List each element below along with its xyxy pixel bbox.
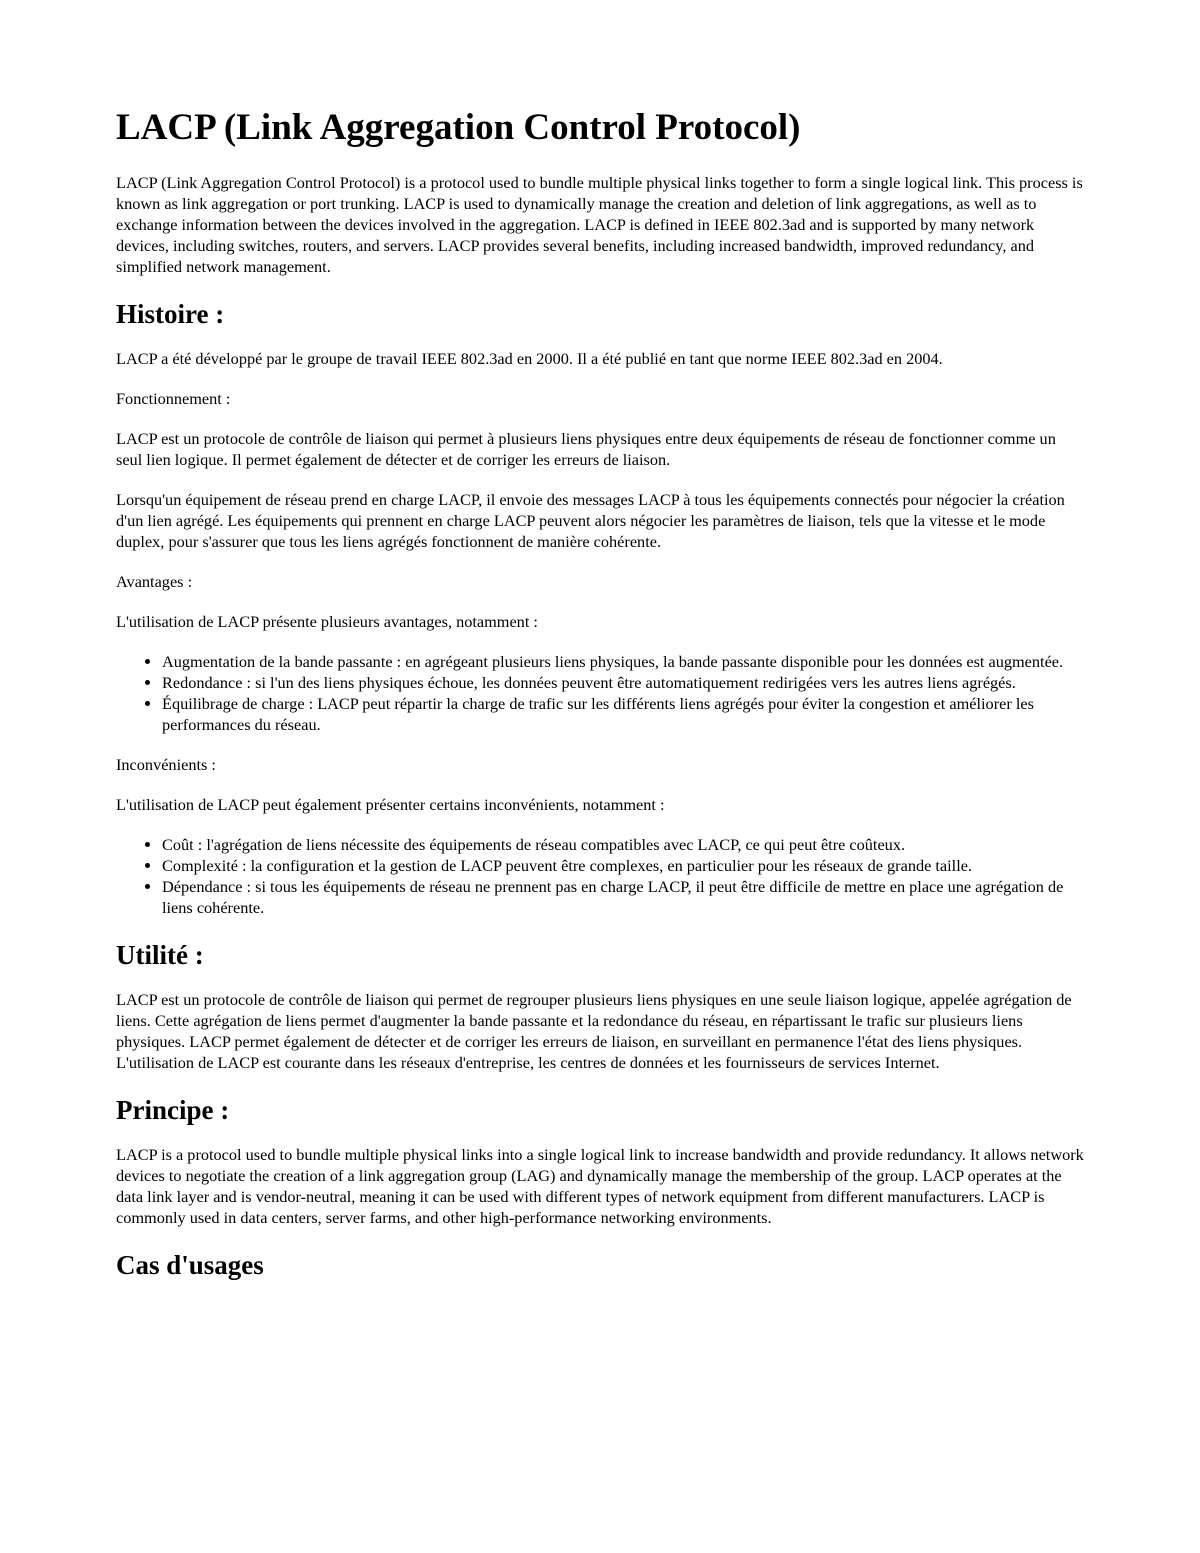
utilite-paragraph: LACP est un protocole de contrôle de liaison qui permet de regrouper plusieurs liens physiques en une seule liaison logique, appelée agrégation de liens. Cette agrégation de liens permet d'augmenter la bande passante et la redondance du réseau, en répartissant le trafic sur plusieurs liens physiques. LACP permet également de détecter et de corriger les erreurs de liaison, en surveillant en permanence l'état des liens physiques. L'utilisation de LACP est courante dans les réseaux d'entreprise, les centres de données et les fournisseurs de services Internet. — [116, 990, 1072, 1072]
list-item: • Augmentation de la bande passante : en agrégeant plusieurs liens physiques, la bande passante disponible pour les données est augmentée. — [162, 651, 1084, 672]
list-item: • Coût : l'agrégation de liens nécessite des équipements de réseau compatibles avec LACP, ce qui peut être coûteux. — [162, 834, 1084, 855]
document-page — [116, 104, 1084, 1299]
list-item: • Redondance : si l'un des liens physiques échoue, les données peuvent être automatiquement redirigées vers les autres liens agrégés. — [162, 672, 1084, 693]
histoire-heading: Histoire : — [116, 299, 225, 329]
intro-paragraph: LACP (Link Aggregation Control Protocol) is a protocol used to bundle multiple physical links together to form a single logical link. This process is known as link aggregation or port trunking. LACP is used to dynamically manage the creation and deletion of link aggregations, as well as to exchange information between the devices involved in the aggregation. LACP is defined in IEEE 802.3ad and is supported by many network devices, including switches, routers, and servers. LACP provides several benefits, including increased bandwidth, improved redundancy, and simplified network management. — [116, 173, 1083, 276]
inconvenients-label: Inconvénients : — [116, 755, 216, 774]
fonctionnement-paragraph-2: Lorsqu'un équipement de réseau prend en charge LACP, il envoie des messages LACP à tous les équipements connectés pour négocier la création d'un lien agrégé. Les équipements qui prennent en charge LACP peuvent alors négocier les paramètres de liaison, tels que la vitesse et le mode duplex, pour s'assurer que tous les liens agrégés fonctionnent de manière cohérente. — [116, 490, 1065, 551]
principe-paragraph: LACP is a protocol used to bundle multiple physical links into a single logical link to increase bandwidth and provide redundancy. It allows network devices to negotiate the creation of a link aggregation group (LAG) and dynamically manage the membership of the group. LACP operates at the data link layer and is vendor-neutral, meaning it can be used with different types of network equipment from different manufacturers. LACP is commonly used in data centers, server farms, and other high-performance networking environments. — [116, 1145, 1084, 1227]
inconvenients-list — [116, 834, 1084, 918]
avantages-list — [116, 651, 1084, 735]
list-item: • Équilibrage de charge : LACP peut répartir la charge de trafic sur les différents liens agrégés pour éviter la congestion et améliorer les performances du réseau. — [162, 693, 1084, 735]
fonctionnement-paragraph-1: LACP est un protocole de contrôle de liaison qui permet à plusieurs liens physiques entre deux équipements de réseau de fonctionner comme un seul lien logique. Il permet également de détecter et de corriger les erreurs de liaison. — [116, 429, 1056, 469]
principe-heading: Principe : — [116, 1095, 230, 1125]
avantages-label: Avantages : — [116, 572, 193, 591]
avantages-intro: L'utilisation de LACP présente plusieurs avantages, notamment : — [116, 612, 538, 631]
document-title: LACP (Link Aggregation Control Protocol) — [116, 107, 801, 148]
utilite-heading: Utilité : — [116, 940, 204, 970]
histoire-paragraph: LACP a été développé par le groupe de travail IEEE 802.3ad en 2000. Il a été publié en tant que norme IEEE 802.3ad en 2004. — [116, 349, 943, 368]
fonctionnement-label: Fonctionnement : — [116, 389, 231, 408]
list-item: • Complexité : la configuration et la gestion de LACP peuvent être complexes, en particulier pour les réseaux de grande taille. — [162, 855, 1084, 876]
list-item: • Dépendance : si tous les équipements de réseau ne prennent pas en charge LACP, il peut être difficile de mettre en place une agrégation de liens cohérente. — [162, 876, 1084, 918]
inconvenients-intro: L'utilisation de LACP peut également présenter certains inconvénients, notamment : — [116, 795, 665, 814]
cas-usages-heading: Cas d'usages — [116, 1250, 264, 1280]
